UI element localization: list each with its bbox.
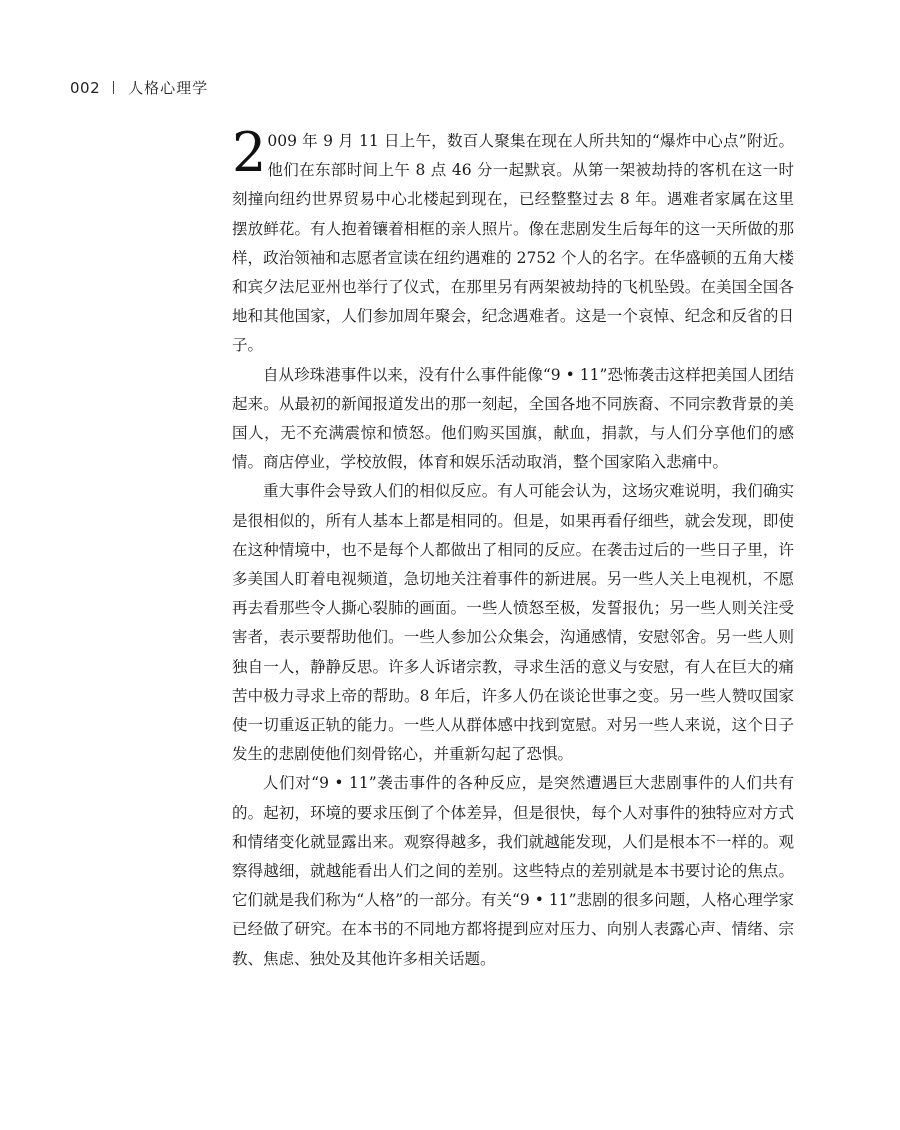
paragraph-4: 人们对“9 • 11”袭击事件的各种反应，是突然遭遇巨大悲剧事件的人们共有的。起初，环境的要求压倒了个体差异，但是很快，每个人对事件的独特应对方式和情绪变化就显露出来。观察得越多，我们就越能发现，人们是根本不一样的。观察得越细，就越能看出人们之间的差别。这些特点的差别就是本书要讨论的焦点。它们就是我们称为“人格”的一部分。有关“9 • 11”悲剧的很多问题，人格心理学家已经做了研究。在本书的不同地方都将提到应对压力、向别人表露心声、情绪、宗教、焦虑、独处及其他许多相关话题。 [232, 774, 794, 968]
chapter-body [232, 121, 794, 974]
paragraph-1-text: 009 年 9 月 11 日上午，数百人聚集在现在人所共知的“爆炸中心点”附近。他们在东部时间上午 8 点 46 分一起默哀。从第一架被劫持的客机在这一时刻撞向纽约世界贸易中心北楼起到现在，已经整整过去 8 年。遇难者家属在这里摆放鲜花。有人抱着镶着相框的亲人照片。像在悲剧发生后每年的这一天所做的那样，政治领袖和志愿者宣读在纽约遇难的 2752 个人的名字。在华盛顿的五角大楼和宾夕法尼亚州也举行了仪式，在那里另有两架被劫持的飞机坠毁。在美国全国各地和其他国家，人们参加周年聚会，纪念遇难者。这是一个哀悼、纪念和反省的日子。 [232, 132, 794, 355]
paragraph-1 [232, 121, 794, 361]
paragraph-2: 自从珍珠港事件以来，没有什么事件能像“9 • 11”恐怖袭击这样把美国人团结起来。从最初的新闻报道发出的那一刻起，全国各地不同族裔、不同宗教背景的美国人，无不充满震惊和愤怒。他们购买国旗，献血，捐款，与人们分享他们的感情。商店停业，学校放假，体育和娱乐活动取消，整个国家陷入悲痛中。 [232, 365, 794, 472]
book-title: 人格心理学 [128, 79, 209, 97]
paragraph-3: 重大事件会导致人们的相似反应。有人可能会认为，这场灾难说明，我们确实是很相似的，所有人基本上都是相同的。但是，如果再看仔细些，就会发现，即使在这种情境中，也不是每个人都做出了相同的反应。在袭击过后的一些日子里，许多美国人盯着电视频道，急切地关注着事件的新进展。另一些人关上电视机，不愿再去看那些令人撕心裂肺的画面。一些人愤怒至极，发誓报仇；另一些人则关注受害者，表示要帮助他们。一些人参加公众集会，沟通感情，安慰邻舍。另一些人则独自一人，静静反思。许多人诉诸宗教，寻求生活的意义与安慰，有人在巨大的痛苦中极力寻求上帝的帮助。8 年后，许多人仍在谈论世事之变。另一些人赞叹国家使一切重返正轨的能力。一些人从群体感中找到宽慰。对另一些人来说，这个日子发生的悲剧使他们刻骨铭心，并重新勾起了恐惧。 [232, 482, 794, 764]
drop-cap: 2 [232, 121, 267, 184]
running-header [70, 77, 208, 99]
header-divider [113, 81, 114, 94]
page-number: 002 [70, 79, 101, 97]
